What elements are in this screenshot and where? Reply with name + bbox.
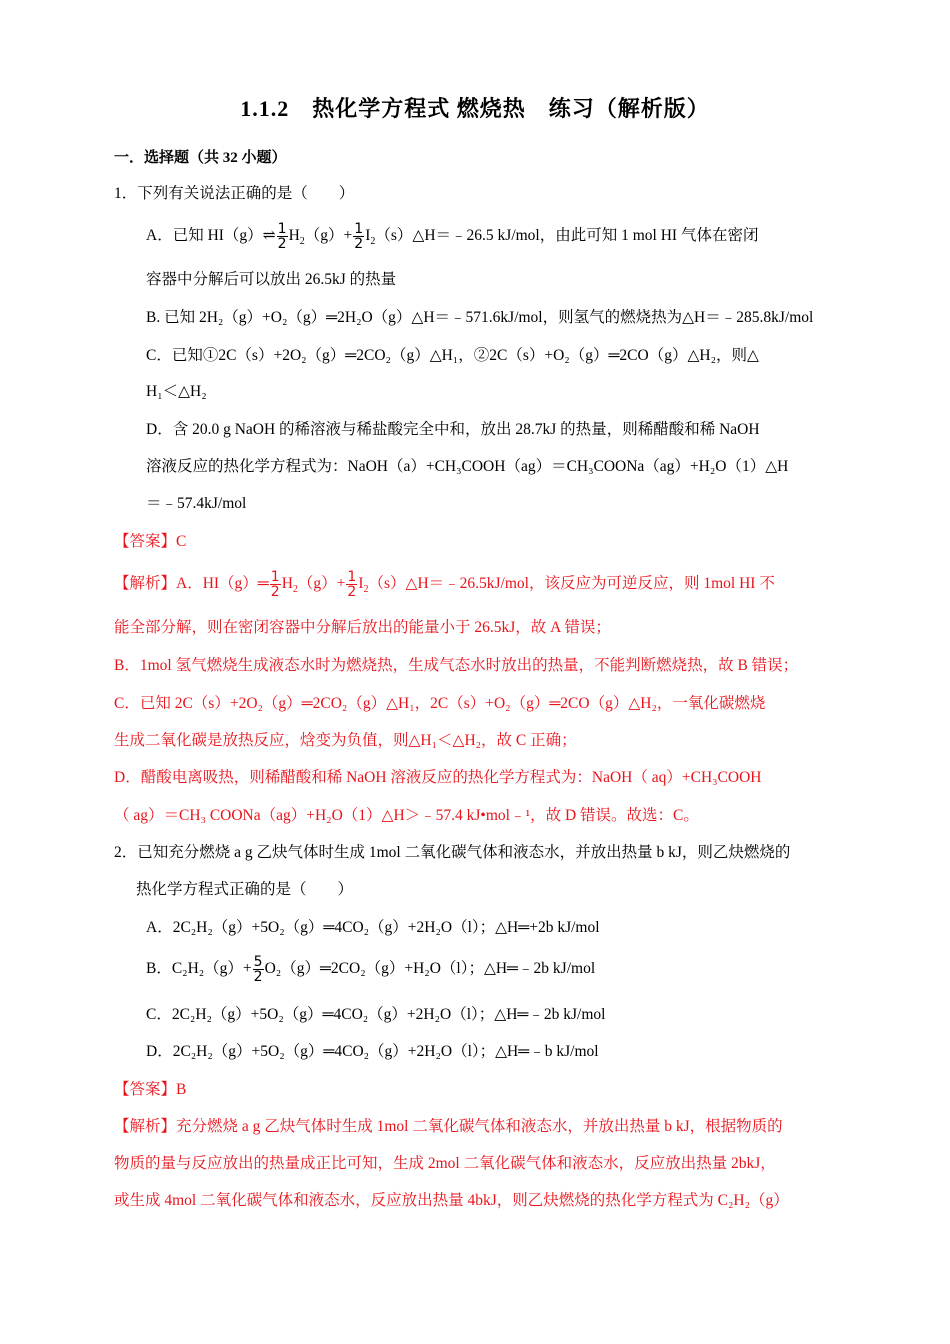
q1-explanation-d-line2: （ ag）＝CH₃ COONa（ag）+H₂O（1）△H＞﹣57.4 kJ•mol﹣¹，故 D 错误。故选：C。: [114, 807, 699, 824]
q1-option-c-line2: H₁＜△H₂: [146, 383, 207, 400]
q2-explanation-line2: 物质的量与反应放出的热量成正比可知，生成 2mol 二氧化碳气体和液态水，反应放出热量 2bkJ，: [114, 1155, 776, 1172]
q1-option-a-line2: 容器中分解后可以放出 26.5kJ 的热量: [146, 271, 397, 288]
q2-explanation-line1: 【解析】充分燃烧 a g 乙炔气体时生成 1mol 二氧化碳气体和液态水，并放出热量 b kJ，根据物质的: [114, 1118, 783, 1135]
fraction: $\frac{1}{2}$: [270, 569, 280, 600]
q2-option-a: A．2C₂H₂（g）+5O₂（g）═4CO₂（g）+2H₂O（l）；△H═+2b kJ/mol: [146, 919, 600, 936]
q1-a-prefix: A．已知 HI（g）⇌: [146, 227, 276, 245]
q1-option-a: A．已知 HI（g）⇌ $\frac{1}{2}$ $H_2(g)+$ $\frac{1}{2}$ $I_2(s)\triangle H=﹣26.5$ kJ/mol，由此可知 1 mol HI 气体在密闭: [146, 221, 759, 252]
q1-option-d-line3: ＝﹣57.4kJ/mol: [146, 495, 247, 512]
q1-explanation-a: 【解析】A．HI（g）═ $\frac{1}{2}$ $H_2(g)+$ $\frac{1}{2}$ $I_2(s)\triangle H=﹣26.5kJ$/mol，该反应为可逆反应，则 1mol HI 不: [114, 569, 775, 600]
fraction: $\frac{5}{2}$: [253, 954, 263, 985]
fraction: $\frac{1}{2}$: [277, 221, 287, 252]
q1-explanation-d: D．醋酸电离吸热，则稀醋酸和稀 NaOH 溶液反应的热化学方程式为：NaOH（ aq）+CH₃COOH: [114, 769, 762, 786]
q2-option-d: D．2C₂H₂（g）+5O₂（g）═4CO₂（g）+2H₂O（l）；△H═﹣b kJ/mol: [146, 1043, 599, 1060]
q1-option-d-line2: 溶液反应的热化学方程式为：NaOH（a）+CH₃COOH（ag）＝CH₃COONa（ag）+H₂O（1）△H: [146, 458, 789, 475]
q1-stem: 1．下列有关说法正确的是（ ）: [114, 185, 355, 202]
q2-stem-line2: 热化学方程式正确的是（ ）: [136, 881, 354, 898]
q1-option-c: C．已知①2C（s）+2O₂（g）═2CO₂（g）△H₁，②2C（s）+O₂（g）═2CO（g）△H₂，则△: [146, 347, 759, 364]
q2-option-b: B．C₂H₂（g）+ $\frac{5}{2}$ O₂（g）═2CO₂（g）+H₂O（l）；△H═﹣2b kJ/mol: [146, 954, 596, 985]
q1-explanation-c: C．已知 2C（s）+2O₂（g）═2CO₂（g）△H₁，2C（s）+O₂（g）═2CO（g）△H₂，一氧化碳燃烧: [114, 695, 766, 712]
q1-answer: 【答案】C: [114, 533, 187, 550]
q2-stem: 2．已知充分燃烧 a g 乙炔气体时生成 1mol 二氧化碳气体和液态水，并放出热量 b kJ，则乙炔燃烧的: [114, 844, 791, 861]
fraction: $\frac{1}{2}$: [354, 221, 364, 252]
section-heading: 一．选择题（共 32 小题）: [114, 150, 287, 166]
page-title: 1.1.2 热化学方程式 燃烧热 练习（解析版）: [240, 96, 710, 121]
q1-option-b: B. 已知 2H₂（g）+O₂（g）═2H₂O（g）△H＝﹣571.6kJ/mol，则氢气的燃烧热为△H＝﹣285.8kJ/mol: [146, 309, 814, 326]
fraction: $\frac{1}{2}$: [347, 569, 357, 600]
q2-answer: 【答案】B: [114, 1081, 187, 1098]
q1-explanation-a-line2: 能全部分解，则在密闭容器中分解后放出的能量小于 26.5kJ，故 A 错误；: [114, 619, 611, 636]
q2-option-c: C．2C₂H₂（g）+5O₂（g）═4CO₂（g）+2H₂O（l）；△H═﹣2b kJ/mol: [146, 1006, 606, 1023]
q1-explanation-c-line2: 生成二氧化碳是放热反应，焓变为负值，则△H₁＜△H₂，故 C 正确；: [114, 732, 577, 749]
q1-explanation-b: B．1mol 氢气燃烧生成液态水时为燃烧热，生成气态水时放出的热量，不能判断燃烧热，故 B 错误；: [114, 657, 799, 674]
q2-explanation-line3: 或生成 4mol 二氧化碳气体和液态水，反应放出热量 4bkJ，则乙炔燃烧的热化学方程式为 C₂H₂（g）: [114, 1192, 789, 1209]
q1-option-d: D．含 20.0 g NaOH 的稀溶液与稀盐酸完全中和，放出 28.7kJ 的热量，则稀醋酸和稀 NaOH: [146, 421, 760, 438]
